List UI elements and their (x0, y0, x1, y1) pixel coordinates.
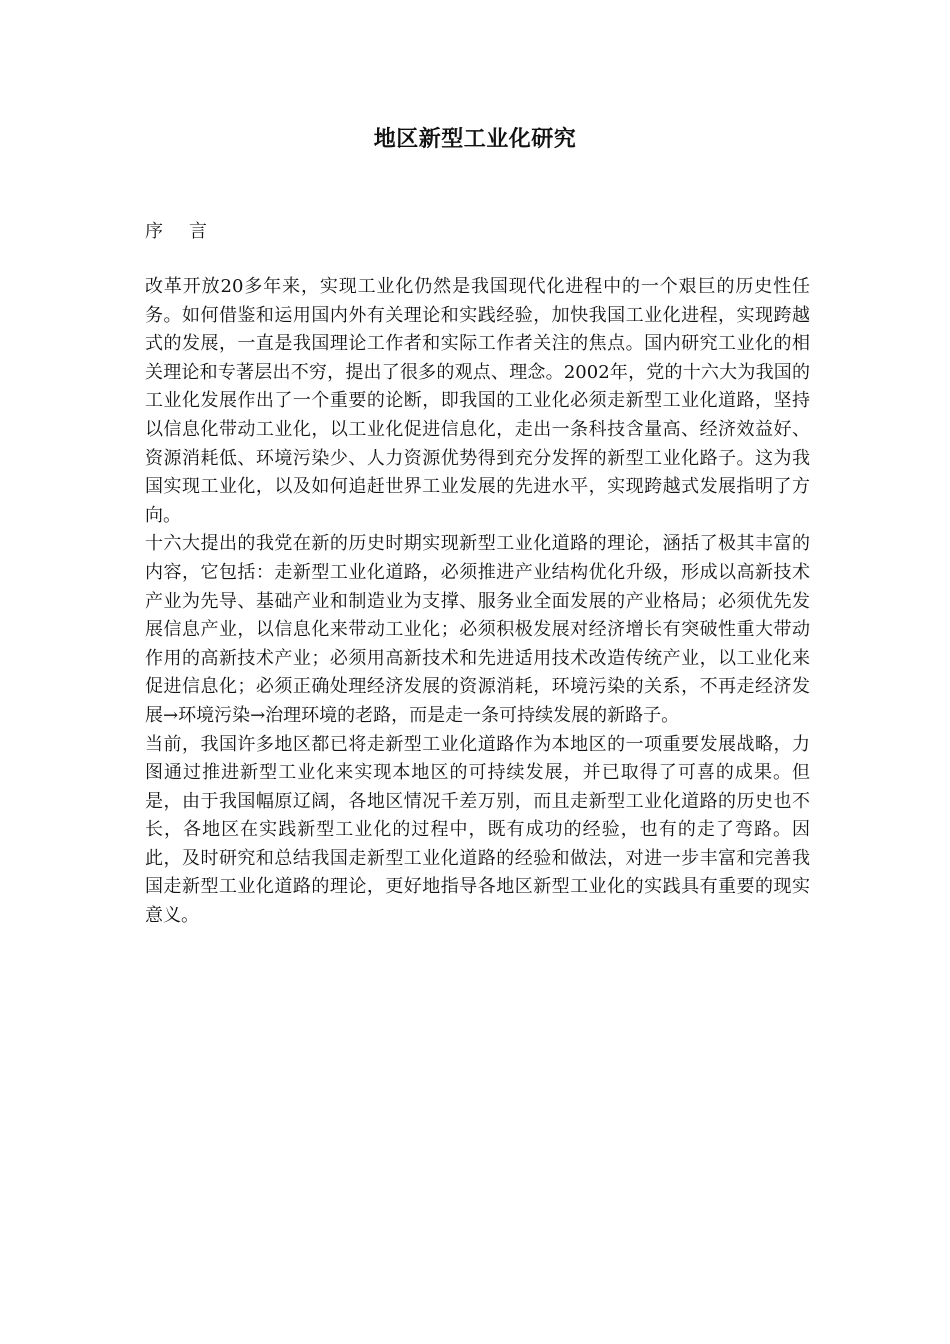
preface-body (145, 273, 810, 931)
paragraph-3: 当前，我国许多地区都已将走新型工业化道路作为本地区的一项重要发展战略，力图通过推进新型工业化来实现本地区的可持续发展，并已取得了可喜的成果。但是，由于我国幅原辽阔，各地区情况千差万别，而且走新型工业化道路的历史也不长，各地区在实践新型工业化的过程中，既有成功的经验，也有的走了弯路。因此，及时研究和总结我国走新型工业化道路的经验和做法，对进一步丰富和完善我国走新型工业化道路的理论，更好地指导各地区新型工业化的实践具有重要的现实意义。 (145, 733, 810, 927)
paragraph-2: 十六大提出的我党在新的历史时期实现新型工业化道路的理论，涵括了极其丰富的内容，它包括：走新型工业化道路，必须推进产业结构优化升级，形成以高新技术产业为先导、基础产业和制造业为支撑、服务业全面发展的产业格局；必须优先发展信息产业，以信息化来带动工业化；必须积极发展对经济增长有突破性重大带动作用的高新技术产业；必须用高新技术和先进适用技术改造传统产业，以工业化来促进信息化；必须正确处理经济发展的资源消耗，环境污染的关系，不再走经济发展→环境污染→治理环境的老路，而是走一条可持续发展的新路子。 (145, 533, 810, 726)
paragraph-1: 改革开放20多年来，实现工业化仍然是我国现代化进程中的一个艰巨的历史性任务。如何借鉴和运用国内外有关理论和实践经验，加快我国工业化进程，实现跨越式的发展，一直是我国理论工作者和实际工作者关注的焦点。国内研究工业化的相关理论和专著层出不穷，提出了很多的观点、理念。2002年，党的十六大为我国的工业化发展作出了一个重要的论断，即我国的工业化必须走新型工业化道路，坚持以信息化带动工业化，以工业化促进信息化，走出一条科技含量高、经济效益好、资源消耗低、环境污染少、人力资源优势得到充分发挥的新型工业化路子。这为我国实现工业化，以及如何追赶世界工业发展的先进水平，实现跨越式发展指明了方向。 (145, 276, 810, 526)
document-title: 地区新型工业化研究 (373, 126, 577, 152)
preface-heading-char-1: 序 (145, 221, 163, 242)
preface-heading (145, 217, 207, 243)
preface-heading-char-2: 言 (189, 221, 207, 242)
